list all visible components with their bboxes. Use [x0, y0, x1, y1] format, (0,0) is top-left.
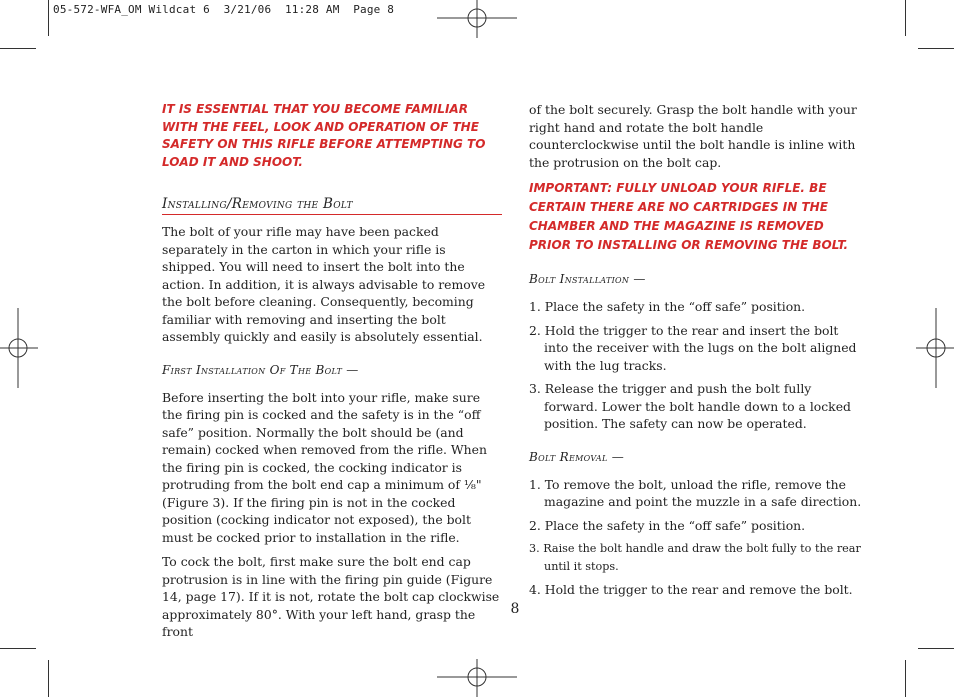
list-item: 1. To remove the bolt, unload the rifle, remove the magazine and point the muzzle in a safe direction.	[529, 476, 862, 509]
safety-warning: IT IS ESSENTIAL THAT YOU BECOME FAMILIAR WITH THE FEEL, LOOK AND OPERATION OF THE SAFETY ON THIS RIFLE BEFORE ATTEMPTING TO LOAD IT AND SHOOT.	[162, 102, 486, 169]
list-item: 2. Place the safety in the “off safe” position.	[529, 517, 806, 533]
crop-mark-top-left-v	[48, 0, 49, 36]
crop-mark-bottom-left-v	[48, 660, 49, 697]
crop-mark-bottom-right-h	[918, 648, 954, 649]
crop-mark-top-right-v	[905, 0, 906, 36]
registration-mark-top	[437, 0, 517, 38]
crop-mark-top-left-h	[0, 48, 36, 49]
cock-bolt-paragraph: To cock the bolt, first make sure the bolt end cap protrusion is in line with the firing pin guide (Figure 14, page 17). If it is not, rotate the bolt cap clockwise approximately 80°. With your left hand, grasp the front	[162, 554, 500, 639]
list-item: 1. Place the safety in the “off safe” position.	[529, 299, 806, 314]
page-number: 8	[510, 601, 520, 617]
right-column	[529, 101, 864, 599]
continued-paragraph: of the bolt securely. Grasp the bolt handle with your right hand and rotate the bolt handle counterclockwise until the bolt handle is inline with the protrusion on the bolt cap.	[529, 102, 857, 170]
list-item: 4. Hold the trigger to the rear and remove the bolt.	[529, 582, 853, 597]
section-heading: Installing/Removing the Bolt	[162, 196, 502, 215]
unload-warning: IMPORTANT: FULLY UNLOAD YOUR RIFLE. BE CERTAIN THERE ARE NO CARTRIDGES IN THE CHAMBER AND THE MAGAZINE IS REMOVED PRIOR TO INSTALLING OR REMOVING THE BOLT.	[529, 181, 849, 252]
crop-mark-bottom-right-v	[905, 660, 906, 697]
crop-mark-bottom-left-h	[0, 648, 36, 649]
list-item: 3. Raise the bolt handle and draw the bolt fully to the rear until it stops.	[529, 542, 861, 573]
bolt-removal-heading: Bolt Removal —	[529, 449, 625, 464]
print-slug: 05-572-WFA_OM Wildcat 6 3/21/06 11:28 AM Page 8	[53, 3, 395, 16]
list-item: 2. Hold the trigger to the rear and insert the bolt into the receiver with the lugs on the bolt aligned with the lug tracks.	[529, 322, 857, 373]
registration-mark-bottom	[437, 659, 517, 697]
crop-mark-top-right-h	[918, 48, 954, 49]
first-installation-paragraph: Before inserting the bolt into your rifle, make sure the firing pin is cocked and the safety is in the “off safe” position. Normally the bolt should be (and remain) cocked when removed from the rifle. When the firing pin is cocked, the cocking indicator is protruding from the bolt end cap a minimum of ⅛" (Figure 3). If the firing pin is not in the cocked position (cocking indicator not exposed), the bolt must be cocked prior to installation in the rifle.	[162, 389, 487, 545]
left-column	[162, 101, 502, 641]
removal-steps	[529, 476, 864, 599]
intro-paragraph: The bolt of your rifle may have been packed separately in the carton in which your rifle is shipped. You will need to insert the bolt into the action. In addition, it is always advisable to remove the bolt before cleaning. Consequently, becoming familiar with removing and inserting the bolt assembly quickly and easily is absolutely essential.	[162, 224, 486, 344]
list-item: 3. Release the trigger and push the bolt fully forward. Lower the bolt handle down to a locked position. The safety can now be operated.	[529, 381, 851, 431]
registration-mark-left	[0, 308, 38, 388]
bolt-installation-heading: Bolt Installation —	[529, 272, 646, 286]
registration-mark-right	[916, 308, 954, 388]
first-installation-heading: First Installation Of The Bolt —	[162, 362, 359, 377]
installation-steps	[529, 298, 864, 433]
